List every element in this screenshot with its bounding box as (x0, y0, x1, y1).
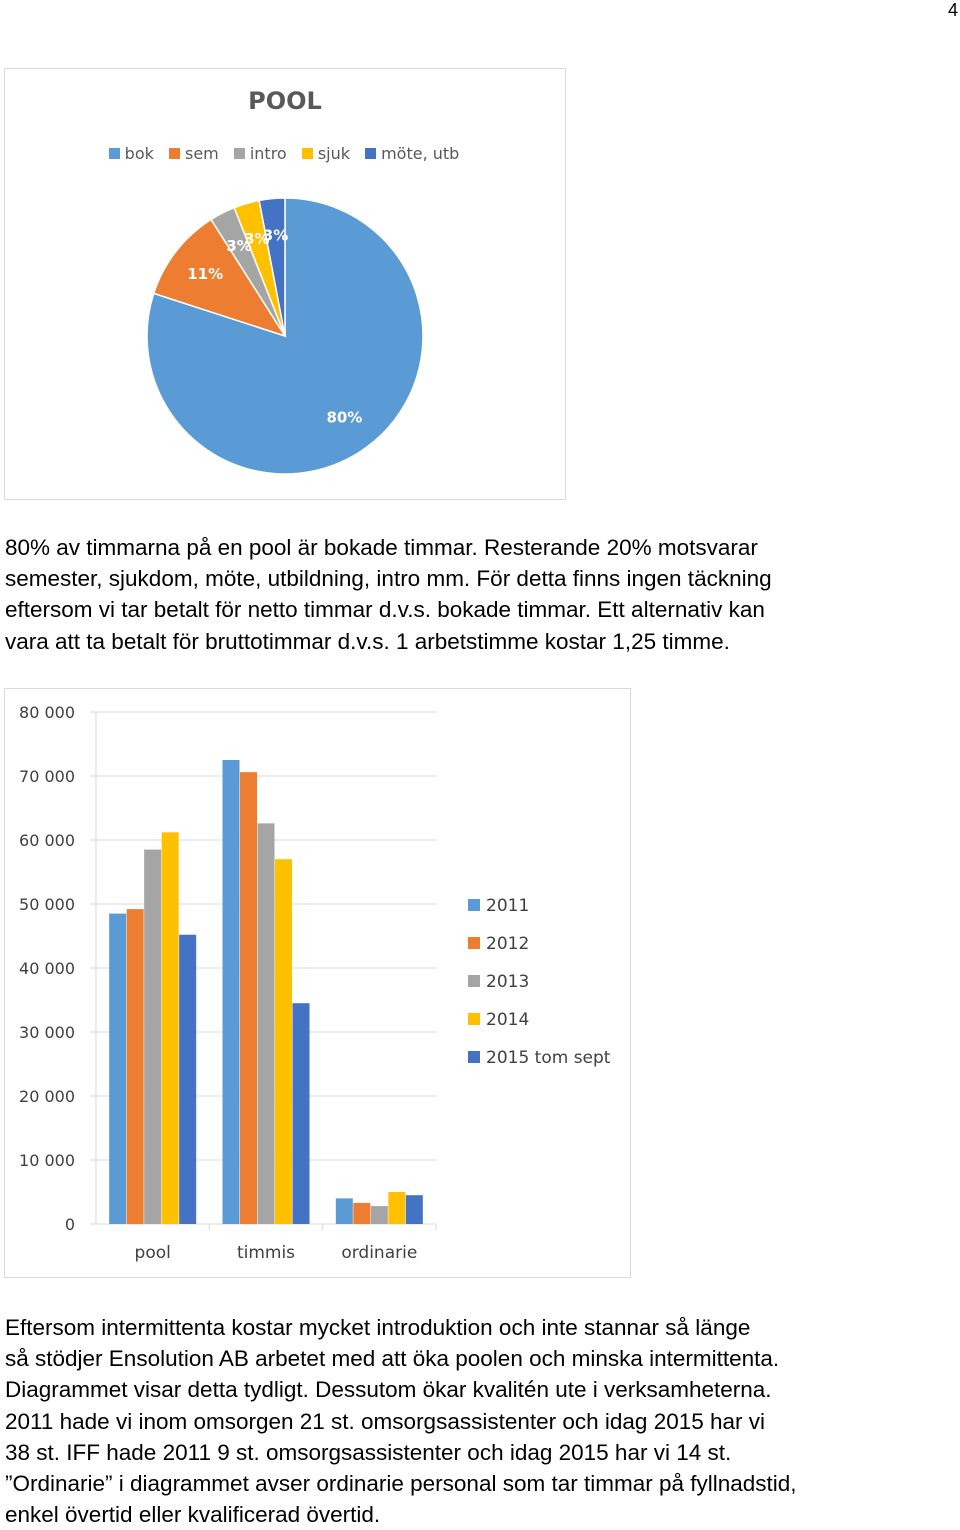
legend-item-2015 (468, 1046, 610, 1084)
legend-label-intro: intro (249, 144, 287, 163)
legend-label-sem: sem (184, 144, 219, 163)
paragraph-line: 2011 hade vi inom omsorgen 21 st. omsorgsassistenter och idag 2015 har vi (5, 1408, 766, 1434)
legend-swatch-2015 (468, 1051, 480, 1063)
paragraph-pool-explanation (5, 532, 955, 657)
pie-data-label-intro: 3% (226, 237, 252, 255)
bar-pool-2013 (144, 850, 161, 1224)
bar-ordinarie-2011 (336, 1198, 353, 1224)
bar-timmis-2011 (223, 760, 240, 1224)
bar-ordinarie-2013 (371, 1206, 388, 1224)
y-tick-label: 30 000 (19, 1023, 75, 1042)
x-tick-label-ordinarie: ordinarie (341, 1243, 418, 1263)
pie-data-label-m-te-utb: 3% (262, 226, 289, 245)
paragraph-line: ”Ordinarie” i diagrammet avser ordinarie personal som tar timmar på fyllnadstid, (5, 1471, 797, 1497)
paragraph-line: Eftersom intermittenta kostar mycket introduktion och inte stannar så länge (5, 1315, 751, 1340)
pie-chart-plot (5, 69, 567, 501)
paragraph-line: semester, sjukdom, möte, utbildning, intro mm. För detta finns ingen täckning (5, 566, 772, 592)
pie-chart-container (4, 68, 566, 500)
legend-label-2013: 2013 (486, 972, 530, 992)
pie-data-label-sem: 11% (187, 265, 224, 284)
y-tick-label: 70 000 (19, 767, 75, 786)
y-tick-label: 20 000 (19, 1087, 75, 1106)
y-tick-label: 80 000 (19, 703, 75, 722)
paragraph-line: vara att ta betalt för bruttotimmar d.v.s. 1 arbetstimme kostar 1,25 timme. (5, 628, 730, 654)
paragraph-line: Diagrammet visar detta tydligt. Dessutom ökar kvalitén ute i verksamheterna. (5, 1377, 772, 1403)
paragraph-line: 38 st. IFF hade 2011 9 st. omsorgsassistenter och idag 2015 har vi 14 st. (5, 1439, 732, 1465)
bar-timmis-2015-tom-sept (293, 1003, 310, 1224)
paragraph-pool-vs-intermittent (5, 1312, 955, 1530)
bar-timmis-2013 (258, 823, 275, 1224)
legend-swatch-2011 (468, 899, 480, 911)
legend-label-2015: 2015 tom sept (486, 1048, 611, 1068)
bar-pool-2011 (109, 914, 126, 1224)
bar-ordinarie-2012 (353, 1203, 370, 1224)
paragraph-line: så stödjer Ensolution AB arbetet med att öka poolen och minska intermittenta. (5, 1346, 780, 1372)
legend-label-mote-utb: möte, utb (381, 144, 460, 163)
bar-pool-2015-tom-sept (179, 935, 196, 1224)
legend-item-2011 (468, 894, 610, 932)
bar-pool-2012 (127, 909, 144, 1224)
bar-ordinarie-2014 (388, 1192, 405, 1224)
bar-chart-legend (468, 894, 610, 1084)
y-tick-label: 50 000 (19, 895, 75, 914)
legend-label-2011: 2011 (486, 896, 530, 916)
bar-chart-container (4, 688, 631, 1278)
legend-label-sjuk: sjuk (317, 144, 350, 163)
legend-item-2012 (468, 932, 610, 970)
bar-ordinarie-2015-tom-sept (406, 1195, 423, 1224)
legend-label-bok: bok (124, 144, 154, 163)
x-tick-label-timmis: timmis (236, 1243, 296, 1263)
legend-label-2012: 2012 (486, 934, 530, 954)
paragraph-line: enkel övertid eller kvalificerad övertid. (5, 1502, 381, 1528)
page-number: 4 (947, 0, 958, 20)
bar-timmis-2014 (275, 859, 292, 1224)
pie-data-label-sjuk: 3% (244, 230, 270, 248)
legend-swatch-2013 (468, 975, 480, 987)
paragraph-line: eftersom vi tar betalt för netto timmar d.v.s. bokade timmar. Ett alternativ kan (5, 597, 765, 623)
pie-data-label-bok: 80% (326, 408, 363, 427)
pie-chart-title: POOL (248, 87, 322, 115)
y-tick-label: 40 000 (19, 959, 75, 978)
legend-item-2013 (468, 970, 610, 1008)
legend-item-2014 (468, 1008, 610, 1046)
y-tick-label: 0 (64, 1215, 75, 1234)
paragraph-line: 80% av timmarna på en pool är bokade timmar. Resterande 20% motsvarar (5, 535, 758, 560)
legend-swatch-2012 (468, 937, 480, 949)
y-tick-label: 60 000 (19, 831, 75, 850)
bar-timmis-2012 (240, 772, 257, 1224)
x-tick-label-pool: pool (134, 1243, 171, 1263)
bar-pool-2014 (162, 832, 179, 1224)
legend-swatch-2014 (468, 1013, 480, 1025)
y-tick-label: 10 000 (19, 1151, 75, 1170)
legend-label-2014: 2014 (486, 1010, 530, 1030)
